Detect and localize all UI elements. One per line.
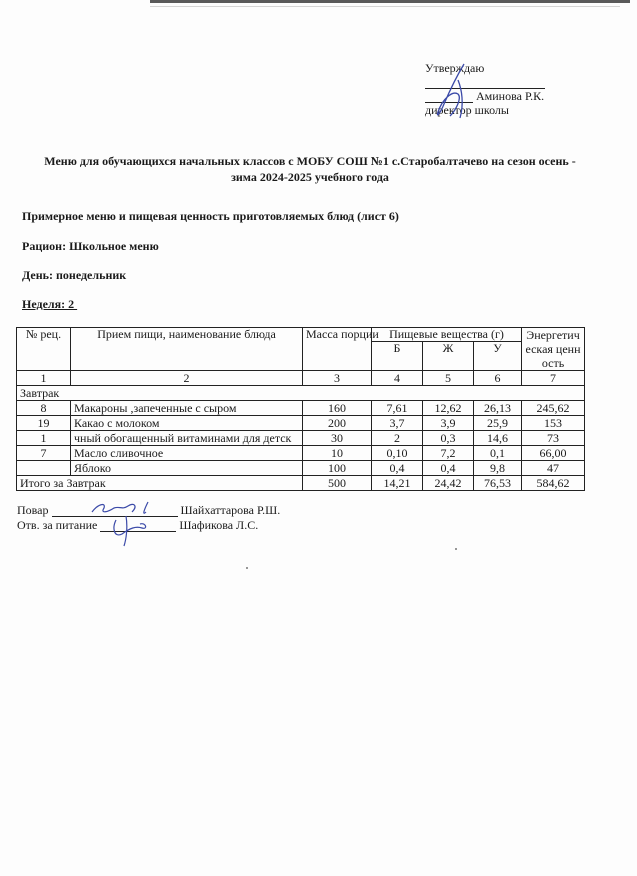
- column-number: 7: [522, 371, 585, 386]
- total-protein: 14,21: [372, 476, 423, 491]
- total-mass: 500: [303, 476, 372, 491]
- header-carbs: У: [474, 342, 522, 371]
- ration-label: Рацион: Школьное меню: [22, 239, 159, 253]
- dish-name: [71, 431, 303, 446]
- recipe-no: 7: [17, 446, 71, 461]
- column-number: 4: [372, 371, 423, 386]
- title-line-1: Меню для обучающихся начальных классов с МОБУ СОШ №1 с.Старобалтачево на сезон осень -: [44, 154, 576, 168]
- document-title: [20, 153, 600, 185]
- fat-value: 0,4: [423, 461, 474, 476]
- recipe-no: 1: [17, 431, 71, 446]
- cook-label: Повар: [17, 503, 49, 517]
- table-row: [17, 416, 585, 431]
- director-position: директор школы: [425, 103, 509, 117]
- protein-value: 2: [372, 431, 423, 446]
- portion-mass: 10: [303, 446, 372, 461]
- energy-value: 245,62: [522, 401, 585, 416]
- portion-mass: 160: [303, 401, 372, 416]
- column-number: 1: [17, 371, 71, 386]
- recipe-no: [17, 461, 71, 476]
- total-energy: 584,62: [522, 476, 585, 491]
- fat-value: 0,3: [423, 431, 474, 446]
- protein-value: 0,10: [372, 446, 423, 461]
- header-energy: Энергетическая ценность: [522, 328, 585, 371]
- column-number: 3: [303, 371, 372, 386]
- day-label: День: понедельник: [22, 268, 127, 282]
- carbs-value: 9,8: [474, 461, 522, 476]
- dish-name: Какао с молоком: [71, 416, 303, 431]
- responsible-name: Шафикова Л.С.: [179, 518, 259, 532]
- header-nutrients: Пищевые вещества (г): [372, 328, 522, 342]
- header-recipe-no: № рец.: [17, 328, 71, 371]
- protein-value: 3,7: [372, 416, 423, 431]
- header-portion: Масса порции: [303, 328, 372, 371]
- approval-label: Утверждаю: [425, 61, 485, 75]
- total-carbs: 76,53: [474, 476, 522, 491]
- carbs-value: 26,13: [474, 401, 522, 416]
- header-fat: Ж: [423, 342, 474, 371]
- cook-name: Шайхаттарова Р.Ш.: [180, 503, 281, 517]
- total-fat: 24,42: [423, 476, 474, 491]
- header-protein: Б: [372, 342, 423, 371]
- scan-speck: [455, 548, 457, 550]
- energy-value: 47: [522, 461, 585, 476]
- dish-name: Яблоко: [71, 461, 303, 476]
- fat-value: 3,9: [423, 416, 474, 431]
- scan-speck: [246, 567, 248, 569]
- table-row: [17, 446, 585, 461]
- title-line-2: зима 2024-2025 учебного года: [231, 170, 389, 184]
- portion-mass: 100: [303, 461, 372, 476]
- table-header-row: [17, 328, 585, 342]
- scan-edge: [150, 0, 630, 3]
- fat-value: 12,62: [423, 401, 474, 416]
- energy-value: 73: [522, 431, 585, 446]
- energy-value: 153: [522, 416, 585, 431]
- column-number: 2: [71, 371, 303, 386]
- table-row: [17, 431, 585, 446]
- carbs-value: 0,1: [474, 446, 522, 461]
- protein-value: 0,4: [372, 461, 423, 476]
- dish-name-text: чный обогащенный витаминами для детск: [74, 430, 292, 445]
- fat-value: 7,2: [423, 446, 474, 461]
- protein-value: 7,61: [372, 401, 423, 416]
- table-row: [17, 461, 585, 476]
- total-label: Итого за Завтрак: [17, 476, 303, 491]
- week-label: Неделя: 2: [22, 297, 78, 311]
- portion-mass: 200: [303, 416, 372, 431]
- table-row: [17, 401, 585, 416]
- meal-section-row: [17, 386, 585, 401]
- director-name: Аминова Р.К.: [476, 89, 545, 103]
- recipe-no: 19: [17, 416, 71, 431]
- portion-mass: 30: [303, 431, 372, 446]
- column-number-row: [17, 371, 585, 386]
- column-number: 6: [474, 371, 522, 386]
- responsible-label: Отв. за питание: [17, 518, 98, 532]
- dish-name: Масло сливочное: [71, 446, 303, 461]
- header-dish: Прием пищи, наименование блюда: [71, 328, 303, 371]
- column-number: 5: [423, 371, 474, 386]
- energy-value: 66,00: [522, 446, 585, 461]
- menu-table: [16, 327, 585, 491]
- recipe-no: 8: [17, 401, 71, 416]
- staff-signatures: [86, 498, 186, 548]
- scan-edge-shadow: [150, 6, 620, 7]
- director-signature: [428, 60, 478, 122]
- meal-section-label: Завтрак: [17, 386, 585, 401]
- carbs-value: 25,9: [474, 416, 522, 431]
- menu-subtitle: Примерное меню и пищевая ценность приготовляемых блюд (лист 6): [22, 209, 399, 223]
- total-row: [17, 476, 585, 491]
- carbs-value: 14,6: [474, 431, 522, 446]
- dish-name: Макароны ,запеченные с сыром: [71, 401, 303, 416]
